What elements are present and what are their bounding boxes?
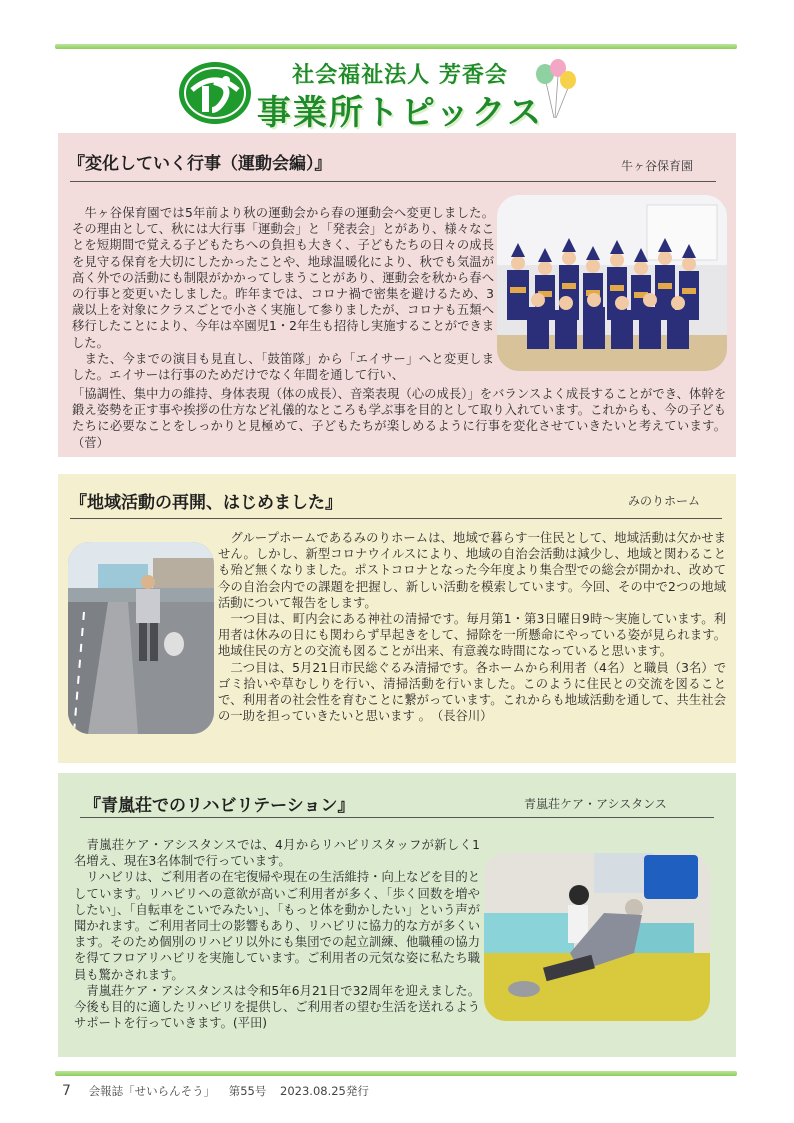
section-author: 青嵐荘ケア・アシスタンス	[524, 797, 667, 811]
section-author: 牛ヶ谷保育園	[621, 159, 694, 173]
paragraph: 一つ目は、町内会にある神社の清掃です。毎月第1・第3日曜日9時〜実施しています。利用者は休みの日にも関わらず早起きをして、掃除を一所懸命にやっている姿が見られます。地域住民の方との交流も図ることが出来、有意義な時間になっていると思います。	[218, 612, 726, 659]
footer	[62, 1083, 379, 1099]
paragraph: 青嵐荘ケア・アシスタンスでは、4月からリハビリスタッフが新しく1名増え、現在3名体制で行っています。	[74, 838, 480, 869]
article-text	[74, 837, 480, 1031]
section-rule	[70, 181, 716, 182]
publish-date: 2023.08.25発行	[280, 1084, 369, 1098]
street-cleaning-photo	[68, 542, 214, 734]
paragraph: 牛ヶ谷保育園では5年前より秋の運動会から春の運動会へ変更しました。その理由として、秋には大行事「運動会」と「発表会」とがあり、様々なことを短期間で覚える子どもたちへの負担も大きく、子どもたちの日々の成長を見守る保育を大切にしたかったことや、地球温暖化により、秋でも気温が高く外での活動にも制限がかかってしまうことがあり、運動会を秋から春への行事と変更いたしました。昨年までは、コロナ禍で密集を避けるため、3歳以上を対象にクラスごとで小さく実施して参りましたが、コロナも五類へ移行したことにより、今年は卒園児1・2年生も招待し実施することができました。	[72, 206, 494, 350]
floor-rehab-photo	[484, 853, 710, 1021]
issue-number: 第55号	[228, 1084, 267, 1098]
paragraph: また、今までの演目も見直し、「鼓笛隊」から「エイサー」へと変更しました。エイサーは行事のためだけでなく年間を通して行い、	[72, 351, 494, 383]
section-rule	[70, 518, 722, 519]
section-title: 『変化していく行事（運動会編）』	[68, 154, 332, 174]
paragraph: 「協調性、集中力の維持、身体表現（体の成長）、音楽表現（心の成長）」をバランスよく成長することができ、体幹を鍛え姿勢を正す事や挨拶の仕方など礼儀的なところも学ぶ事を目的として取り入れています。これからも、今の子どもたちに必要なことをしっかりと見極めて、子どもたちが楽しめるように行事を変化させていきたいと考えています。（菅）	[72, 387, 726, 450]
section-author: みのりホーム	[628, 494, 701, 508]
top-divider	[55, 44, 737, 49]
bottom-divider	[55, 1071, 737, 1076]
section-rehabilitation	[58, 773, 736, 1057]
section-title: 『青嵐荘でのリハビリテーション』	[84, 796, 355, 816]
paragraph: 二つ目は、5月21日市民総ぐるみ清掃です。各ホームから利用者（4名）と職員（3名）でゴミ拾いや草むしりを行い、清掃活動を行いました。このように住民との交流を図ることで、利用者の社会性を育むことに繋がっています。これからも地域活動を通して、共生社会の一助を担っていきたいと思います 。 （長谷川）	[218, 660, 726, 724]
magazine-name: 会報誌「せいらんそう」	[88, 1084, 216, 1098]
org-name: 社会福祉法人 芳香会	[292, 63, 508, 88]
page-number: 7	[62, 1083, 71, 1099]
section-sports-day	[58, 133, 736, 457]
balloons-icon	[532, 58, 582, 122]
page-title: 事業所トピックス	[256, 93, 544, 133]
houkoukai-logo-icon	[178, 60, 252, 126]
section-rule	[80, 817, 714, 818]
paragraph: 青嵐荘ケア・アシスタンスは令和5年6月21日で32周年を迎えました。今後も目的に適したリハビリを提供し、ご利用者の望む生活を送れるようサポートを行っていきます。(平田)	[74, 983, 480, 1031]
eisa-children-photo	[497, 195, 727, 371]
article-text	[218, 530, 726, 724]
paragraph: グループホームであるみのりホームは、地域で暮らす一住民として、地域活動は欠かせません。しかし、新型コロナウイルスにより、地域の自治会活動は減少し、地域と関わることも殆ど無くなりました。ポストコロナとなった今年度より集合型での総会が開かれ、改めて今の自治会内での課題を把握し、新しい活動を模索しています。今回、その中で2つの地域活動について報告をします。	[218, 531, 726, 610]
section-title: 『地域活動の再開、はじめました』	[70, 493, 342, 513]
paragraph: リハビリは、ご利用者の在宅復帰や現在の生活維持・向上などを目的としています。リハビリへの意欲が高いご利用者が多く、「歩く回数を増やしたい」、「自転車をこいでみたい」、「もっと体を動かしたい」という声が聞かれます。ご利用者同士の影響もあり、リハビリに協力的な方が多くいます。そのため個別のリハビリ以外にも集団での起立訓練、他職種の協力を得てフロアリハビリを実施しています。ご利用者の元気な姿に私たち職員も驚かされます。	[74, 870, 480, 982]
article-text	[72, 205, 494, 383]
section-community-activity	[58, 474, 736, 763]
article-text-wide	[72, 386, 726, 451]
